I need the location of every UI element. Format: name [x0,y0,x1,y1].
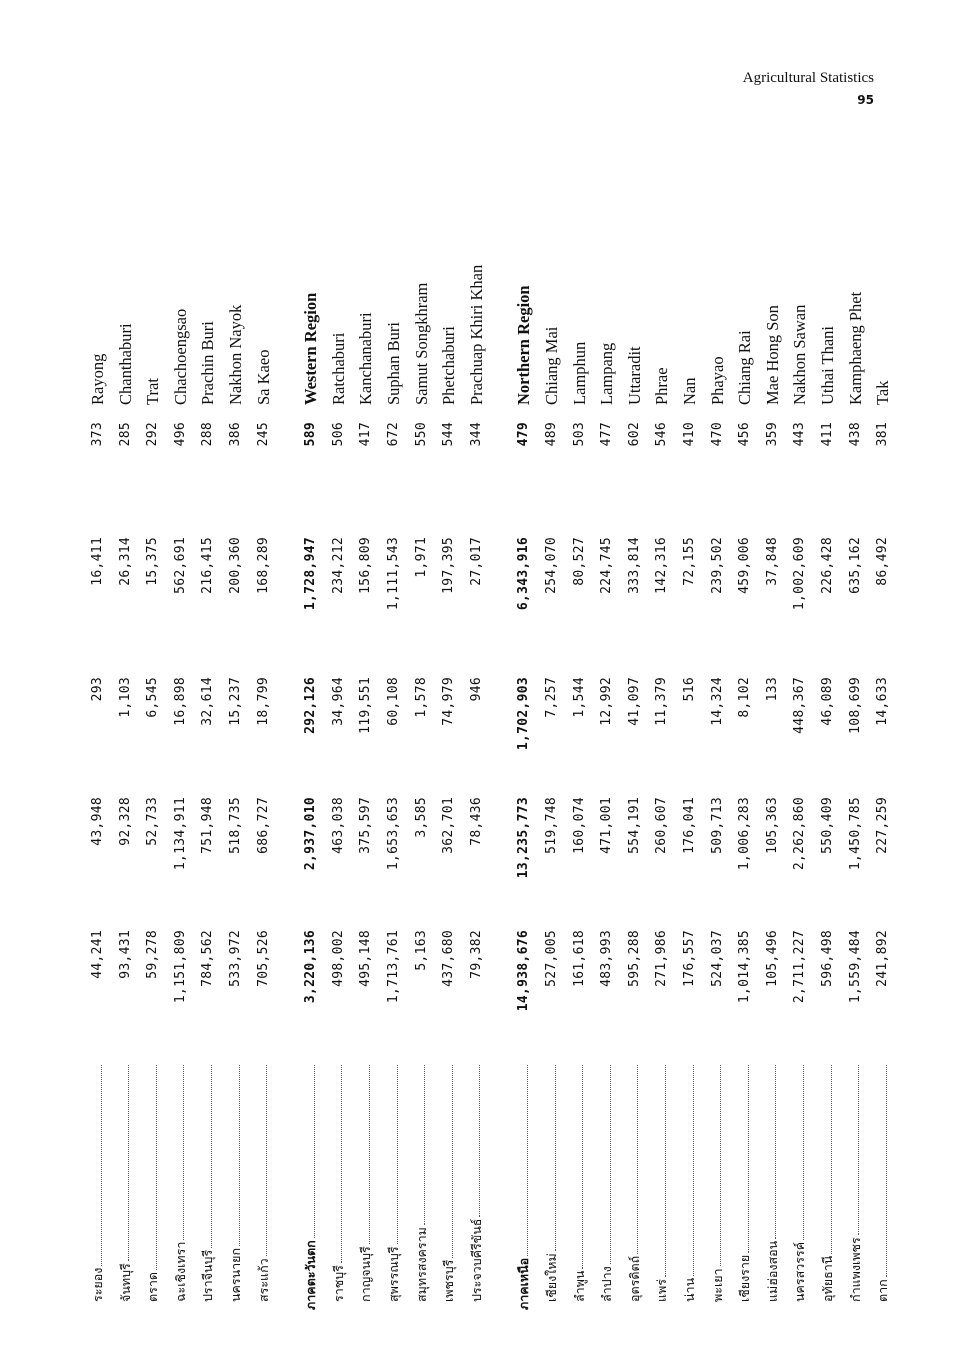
value-cell-c1: 14,938,676 [516,930,532,1012]
value-cell-c4: 234,212 [330,537,346,594]
dot-leader [693,1065,694,1276]
dot-leader [397,1065,398,1244]
value-cell-c4: 1,728,947 [303,537,319,611]
value-cell-c3: 1,103 [117,677,133,718]
value-cell-c3: 133 [764,677,780,702]
table-row [705,200,731,1310]
dot-leader [803,1065,804,1240]
value-cell-c2: 1,653,653 [386,797,401,871]
value-cell-c4: 27,017 [468,537,484,586]
value-cell-c3: 108,699 [847,677,863,734]
english-name: Samut Songkhram [411,282,431,405]
english-name: Western Region [301,292,321,405]
value-cell-c5: 381 [875,422,891,447]
value-cell-c4: 216,415 [200,537,216,594]
value-cell-c4: 1,111,543 [386,537,401,611]
value-cell-c3: 8,102 [737,677,753,718]
value-cell-c1: 527,005 [544,930,559,987]
english-name: Kanchanaburi [356,312,376,405]
value-cell-c1: 533,972 [228,930,243,987]
thai-name-cell [251,1065,277,1310]
thai-name: พะเยา [709,1268,725,1302]
value-cell-c2: 550,409 [820,797,835,854]
table-row [353,200,379,1310]
value-cell-c3: 74,979 [441,677,457,726]
value-cell-c1: 271,986 [654,930,670,987]
value-cell-c3: 41,097 [626,677,642,726]
value-cell-c2: 1,006,283 [737,797,753,871]
value-cell-c5: 589 [303,422,319,447]
thai-name-cell [85,1065,111,1310]
dot-leader [101,1065,102,1266]
table-row [436,200,462,1310]
english-name: Tak [873,380,893,405]
value-cell-c1: 3,220,136 [303,930,319,1004]
thai-name: นครสวรรค์ [792,1241,808,1302]
english-name: Suphan Buri [384,322,403,405]
value-cell-c1: 1,014,385 [737,930,753,1004]
thai-name: กาญจนบุรี [358,1246,374,1302]
english-name: Chiang Mai [542,326,561,405]
value-cell-c1: 1,151,809 [172,930,188,1004]
thai-name-cell [381,1065,407,1310]
thai-name: นครนายก [228,1247,243,1302]
english-name: Prachuap Khiri Khan [466,264,486,405]
english-name: Phrae [652,367,672,405]
value-cell-c3: 119,551 [358,677,374,734]
value-cell-c5: 489 [544,422,559,447]
value-cell-c2: 52,733 [145,797,161,846]
value-cell-c5: 344 [468,422,484,447]
table-row [140,200,166,1310]
value-cell-c2: 519,748 [544,797,559,854]
value-cell-c1: 1,713,761 [386,930,401,1004]
thai-name-cell [787,1065,813,1310]
value-cell-c5: 359 [764,422,780,447]
value-cell-c4: 16,411 [90,537,105,586]
dot-leader [128,1065,129,1261]
thai-name: ตาก [875,1279,891,1302]
thai-name-cell [409,1065,435,1310]
value-cell-c2: 176,041 [682,797,697,854]
dot-leader [424,1065,425,1225]
thai-name-cell [843,1065,869,1310]
dot-leader [748,1065,749,1253]
value-cell-c5: 443 [792,422,808,447]
thai-name: น่าน [682,1277,697,1302]
table-row [539,200,565,1310]
thai-name-cell [298,1065,324,1310]
thai-name: สุพรรณบุรี [386,1246,401,1302]
dot-leader [211,1065,212,1248]
english-name: Uthai Thani [818,326,837,405]
value-cell-c1: 495,148 [358,930,374,987]
table-row [381,200,407,1310]
value-cell-c5: 245 [255,422,271,447]
dot-leader [775,1065,776,1239]
thai-name: ลำปาง [599,1266,615,1302]
value-cell-c5: 544 [441,422,457,447]
value-cell-c5: 456 [737,422,753,447]
english-name: Lampang [597,342,617,405]
thai-name-cell [815,1065,841,1310]
value-cell-c5: 503 [571,422,587,447]
table-row [85,200,111,1310]
thai-name-cell [567,1065,593,1310]
thai-name: ปราจีนบุรี [200,1249,216,1302]
value-cell-c5: 285 [117,422,133,447]
english-name: Mae Hong Son [762,305,782,405]
table-row [760,200,786,1310]
english-name: Lamphun [569,341,589,405]
value-cell-c1: 595,288 [626,930,642,987]
thai-name: อุทัยธานี [820,1255,835,1302]
dot-leader [183,1065,184,1240]
thai-name-cell [353,1065,379,1310]
english-name: Northern Region [514,285,534,405]
thai-name: ฉะเชิงเทรา [172,1241,188,1302]
thai-name: สระแก้ว [255,1258,271,1302]
value-cell-c4: 254,070 [544,537,559,594]
thai-name-cell [223,1065,249,1310]
value-cell-c2: 751,948 [200,797,216,854]
value-cell-c1: 105,496 [764,930,780,987]
english-name: Chiang Rai [735,330,755,405]
table-row [732,200,758,1310]
thai-name-cell [677,1065,703,1310]
thai-name: สมุทรสงคราม [413,1227,429,1302]
value-cell-c4: 226,428 [820,537,835,594]
table-row [787,200,813,1310]
value-cell-c5: 288 [200,422,216,447]
value-cell-c4: 26,314 [117,537,133,586]
dot-leader [582,1065,583,1269]
thai-name-cell [113,1065,139,1310]
value-cell-c3: 18,799 [255,677,271,726]
thai-name: แม่ฮ่องสอน [764,1240,780,1302]
value-cell-c3: 946 [468,677,484,702]
table-row [223,200,249,1310]
value-cell-c1: 784,562 [200,930,216,987]
value-cell-c4: 197,395 [441,537,457,594]
english-name: Ratchaburi [328,332,348,405]
value-cell-c5: 672 [386,422,401,447]
value-cell-c3: 293 [90,677,105,702]
value-cell-c4: 224,745 [599,537,615,594]
value-cell-c1: 483,993 [599,930,615,987]
value-cell-c4: 1,971 [413,537,429,578]
english-name: Phetchaburi [439,326,459,405]
value-cell-c4: 333,814 [626,537,642,594]
thai-name: แพร่ [654,1278,670,1302]
thai-name: ภาคเหนือ [516,1257,532,1310]
english-name: Uttaradit [624,346,644,405]
dot-leader [665,1065,666,1277]
table-row [464,200,490,1310]
value-cell-c2: 362,701 [441,797,457,854]
dot-leader [314,1065,315,1238]
thai-name-cell [732,1065,758,1310]
english-name: Prachin Buri [198,321,218,405]
value-cell-c4: 168,289 [255,537,271,594]
table-region-row [511,200,537,1310]
value-cell-c5: 411 [820,422,835,447]
table-row [326,200,352,1310]
thai-name-cell [195,1065,221,1310]
thai-name-cell [326,1065,352,1310]
value-cell-c2: 43,948 [90,797,105,846]
thai-name: อุตรดิตถ์ [626,1255,642,1302]
thai-name-cell [436,1065,462,1310]
value-cell-c1: 596,498 [820,930,835,987]
table-region-row [298,200,324,1310]
value-cell-c4: 459,006 [737,537,753,594]
value-cell-c2: 686,727 [255,797,271,854]
thai-name: ตราด [145,1272,161,1302]
value-cell-c3: 34,964 [330,677,346,726]
thai-name: ระยอง [90,1267,105,1302]
table-row [113,200,139,1310]
value-cell-c1: 59,278 [145,930,161,979]
dot-leader [555,1065,556,1251]
table-row [622,200,648,1310]
thai-name: ลำพูน [571,1270,587,1302]
value-cell-c2: 2,937,010 [303,797,319,871]
english-name: Kamphaeng Phet [845,291,865,405]
value-cell-c2: 471,001 [599,797,615,854]
dot-leader [831,1065,832,1254]
english-name: Chachoengsao [170,308,190,405]
thai-name: ประจวบคีรีขันธ์ [468,1218,484,1302]
value-cell-c5: 496 [172,422,188,447]
thai-name-cell [870,1065,896,1310]
english-name: Nakhon Sawan [790,304,810,405]
table-row [815,200,841,1310]
english-name: Sa Kaeo [253,349,273,405]
value-cell-c5: 550 [413,422,429,447]
value-cell-c5: 479 [516,422,532,447]
dot-leader [886,1065,887,1277]
thai-name: ภาคตะวันตก [303,1240,319,1310]
value-cell-c2: 260,607 [654,797,670,854]
value-cell-c3: 1,578 [413,677,429,718]
value-cell-c5: 292 [145,422,161,447]
value-cell-c1: 1,559,484 [847,930,863,1004]
value-cell-c1: 176,557 [682,930,697,987]
value-cell-c5: 410 [682,422,697,447]
statistics-table [85,200,893,1310]
table-row [168,200,194,1310]
dot-leader [156,1065,157,1270]
thai-name: กำแพงเพชร [847,1237,863,1302]
dot-leader [479,1065,480,1217]
value-cell-c2: 105,363 [764,797,780,854]
dot-leader [266,1065,267,1256]
value-cell-c3: 6,545 [145,677,161,718]
value-cell-c2: 554,191 [626,797,642,854]
dot-leader [637,1065,638,1254]
value-cell-c4: 80,527 [571,537,587,586]
value-cell-c3: 7,257 [544,677,559,718]
value-cell-c2: 463,038 [330,797,346,854]
value-cell-c3: 16,898 [172,677,188,726]
value-cell-c3: 1,702,903 [516,677,532,751]
value-cell-c2: 2,262,860 [792,797,808,871]
value-cell-c4: 239,502 [709,537,725,594]
value-cell-c1: 161,618 [571,930,587,987]
english-name: Trat [143,378,163,405]
value-cell-c3: 32,614 [200,677,216,726]
english-name: Phayao [707,356,727,405]
table-row [843,200,869,1310]
running-header-title: Agricultural Statistics [742,70,874,86]
thai-name-cell [511,1065,537,1310]
thai-name-cell [760,1065,786,1310]
value-cell-c4: 72,155 [682,537,697,586]
page-number: 95 [857,93,874,107]
table-row [251,200,277,1310]
value-cell-c3: 12,992 [599,677,615,726]
thai-name: เชียงใหม่ [544,1253,559,1302]
table-row [870,200,896,1310]
thai-name: เชียงราย [737,1254,753,1302]
dot-leader [720,1065,721,1266]
dot-leader [369,1065,370,1244]
thai-name-cell [464,1065,490,1310]
value-cell-c5: 602 [626,422,642,447]
value-cell-c2: 227,259 [875,797,891,854]
value-cell-c2: 509,713 [709,797,725,854]
value-cell-c4: 142,316 [654,537,670,594]
thai-name-cell [649,1065,675,1310]
value-cell-c1: 241,892 [875,930,891,987]
value-cell-c4: 562,691 [172,537,188,594]
dot-leader [858,1065,859,1235]
value-cell-c1: 5,163 [413,930,429,971]
value-cell-c1: 498,002 [330,930,346,987]
value-cell-c1: 79,382 [468,930,484,979]
table-row [409,200,435,1310]
english-name: Nan [680,377,699,405]
value-cell-c5: 470 [709,422,725,447]
thai-name-cell [168,1065,194,1310]
value-cell-c5: 386 [228,422,243,447]
value-cell-c1: 524,037 [709,930,725,987]
value-cell-c3: 516 [682,677,697,702]
thai-name-cell [594,1065,620,1310]
value-cell-c3: 15,237 [228,677,243,726]
value-cell-c3: 1,544 [571,677,587,718]
value-cell-c2: 92,328 [117,797,133,846]
value-cell-c5: 438 [847,422,863,447]
value-cell-c2: 1,134,911 [172,797,188,871]
value-cell-c3: 14,324 [709,677,725,726]
value-cell-c1: 2,711,227 [792,930,808,1004]
value-cell-c4: 200,360 [228,537,243,594]
value-cell-c1: 437,680 [441,930,457,987]
thai-name: ราชบุรี [330,1265,346,1302]
thai-name: จันทบุรี [117,1263,133,1302]
value-cell-c2: 375,597 [358,797,374,854]
dot-leader [452,1065,453,1258]
table-row [567,200,593,1310]
dot-leader [341,1065,342,1263]
english-name: Nakhon Nayok [226,304,245,405]
value-cell-c2: 13,235,773 [516,797,532,879]
value-cell-c4: 86,492 [875,537,891,586]
english-name: Rayong [88,353,107,405]
value-cell-c3: 292,126 [303,677,319,734]
thai-name-cell [705,1065,731,1310]
value-cell-c2: 160,074 [571,797,587,854]
value-cell-c4: 635,162 [847,537,863,594]
table-row [195,200,221,1310]
value-cell-c5: 417 [358,422,374,447]
value-cell-c2: 518,735 [228,797,243,854]
value-cell-c1: 705,526 [255,930,271,987]
value-cell-c3: 448,367 [792,677,808,734]
value-cell-c2: 3,585 [413,797,429,838]
value-cell-c4: 156,809 [358,537,374,594]
value-cell-c1: 93,431 [117,930,133,979]
value-cell-c5: 506 [330,422,346,447]
value-cell-c2: 78,436 [468,797,484,846]
dot-leader [610,1065,611,1264]
value-cell-c4: 37,848 [764,537,780,586]
table-row [594,200,620,1310]
value-cell-c4: 15,375 [145,537,161,586]
table-row [649,200,675,1310]
value-cell-c4: 1,002,609 [792,537,808,611]
value-cell-c3: 60,108 [386,677,401,726]
value-cell-c5: 373 [90,422,105,447]
thai-name-cell [622,1065,648,1310]
thai-name-cell [539,1065,565,1310]
value-cell-c5: 546 [654,422,670,447]
value-cell-c5: 477 [599,422,615,447]
value-cell-c3: 46,089 [820,677,835,726]
thai-name: เพชรบุรี [441,1259,457,1302]
value-cell-c3: 11,379 [654,677,670,726]
dot-leader [239,1065,240,1246]
english-name: Chanthaburi [115,323,135,405]
thai-name-cell [140,1065,166,1310]
value-cell-c2: 1,450,785 [847,797,863,871]
value-cell-c1: 44,241 [90,930,105,979]
value-cell-c4: 6,343,916 [516,537,532,611]
dot-leader [527,1065,528,1256]
table-row [677,200,703,1310]
value-cell-c3: 14,633 [875,677,891,726]
